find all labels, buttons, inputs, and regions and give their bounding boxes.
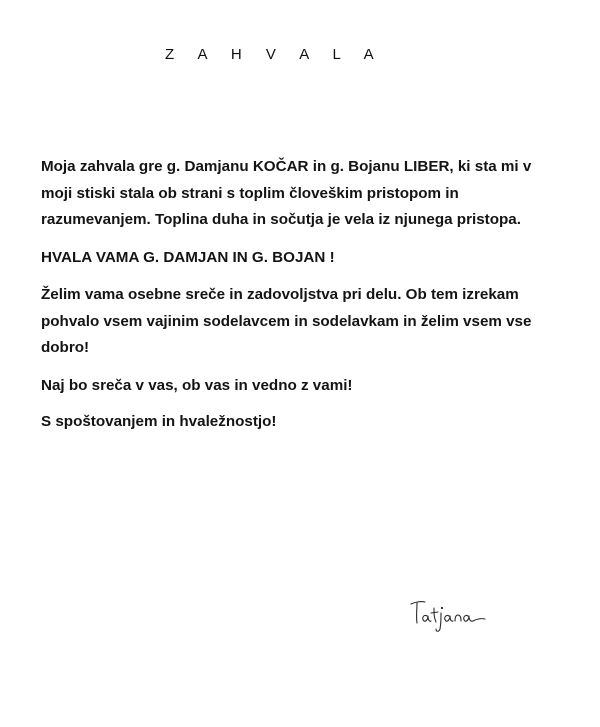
- handwritten-signature: [405, 596, 515, 636]
- letter-body: [41, 154, 561, 447]
- document-title: Z A H V A L A: [165, 46, 384, 63]
- paragraph-happiness: Naj bo sreča v vas, ob vas in vedno z vami!: [41, 376, 353, 394]
- paragraph-hvala: HVALA VAMA G. DAMJAN IN G. BOJAN !: [41, 248, 335, 266]
- paragraph-thanks: Moja zahvala gre g. Damjanu KOČAR in g. Bojanu LIBER, ki sta mi v moji stiski stala ob strani s toplim človeškim pristopom in razumevanjem. Toplina duha in sočutja je vela iz njunega pristopa.: [41, 158, 532, 228]
- paragraph-closing: S spoštovanjem in hvaležnostjo!: [41, 413, 277, 430]
- paragraph-wishes: Želim vama osebne sreče in zadovoljstva pri delu. Ob tem izrekam pohvalo vsem vajinim sodelavcem in sodelavkam in želim vsem vse dobro!: [41, 286, 532, 356]
